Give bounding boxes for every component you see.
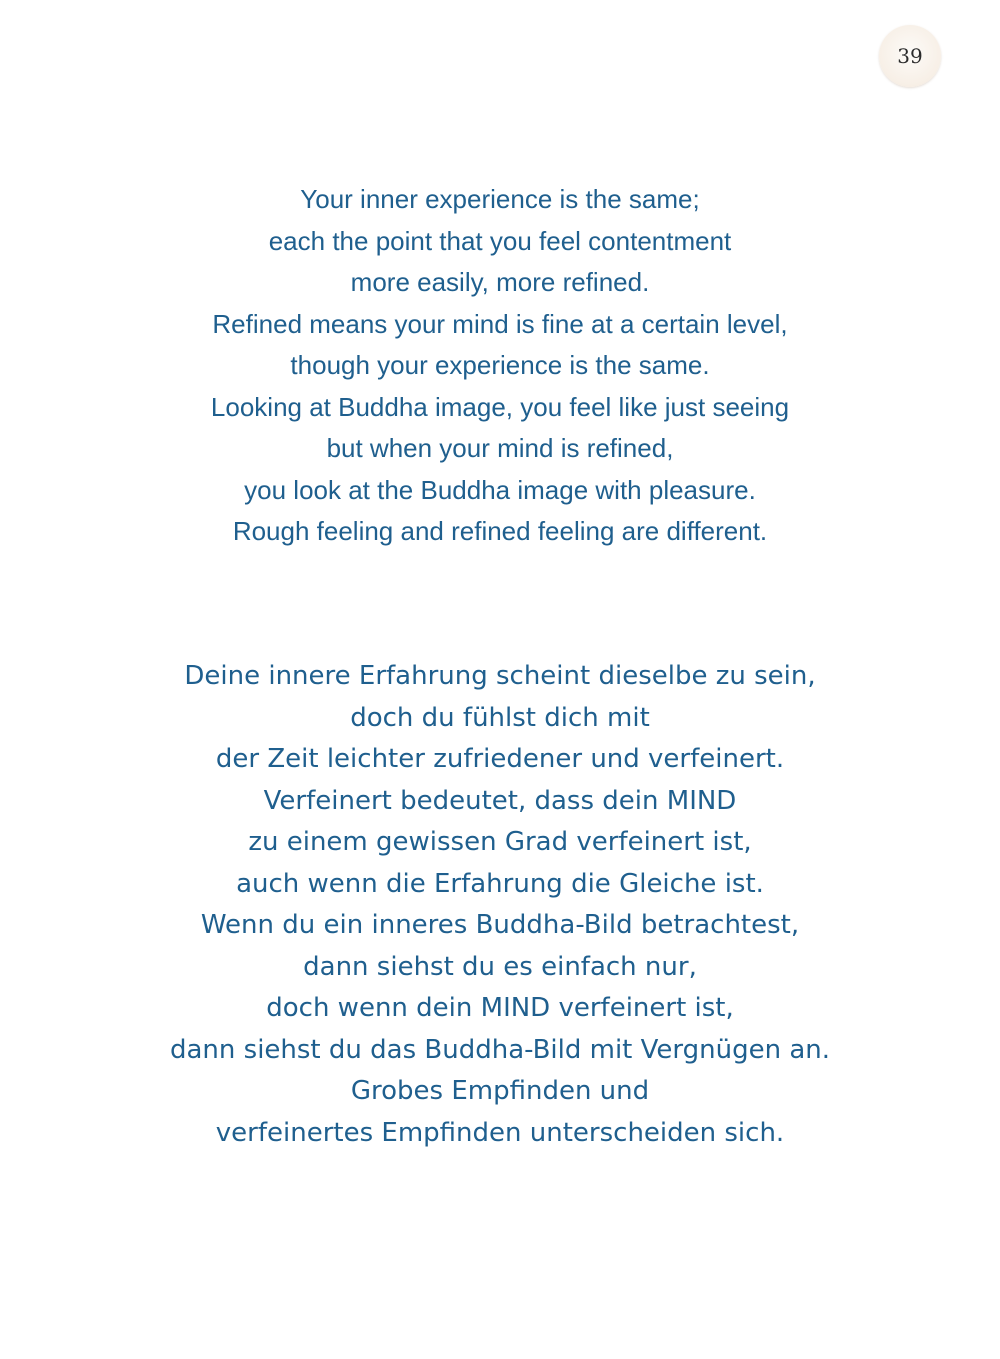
german-line: doch wenn dein MIND verfeinert ist,	[266, 993, 734, 1023]
german-line: dann siehst du es einfach nur,	[303, 951, 697, 982]
page-number: 39	[897, 44, 923, 68]
german-line: Wenn du ein inneres Buddha-Bild betrachtest,	[200, 910, 800, 940]
english-stanza	[0, 179, 1000, 553]
german-line: dann siehst du das Buddha-Bild mit Vergnügen an.	[169, 1034, 831, 1065]
english-line: but when your mind is refined,	[326, 433, 674, 463]
english-line: each the point that you feel contentment	[268, 225, 732, 256]
page-number-badge	[879, 25, 941, 87]
german-line: doch du fühlst dich mit	[350, 702, 650, 733]
german-line: auch wenn die Erfahrung die Gleiche ist.	[236, 868, 764, 899]
german-line: zu einem gewissen Grad verfeinert ist,	[248, 827, 752, 857]
english-line: more easily, more refined.	[350, 267, 650, 297]
english-line: you look at the Buddha image with pleasure.	[244, 474, 756, 505]
german-line: Grobes Empfinden und	[350, 1076, 650, 1106]
english-line: Your inner experience is the same;	[300, 184, 700, 214]
english-line: Refined means your mind is fine at a certain level,	[212, 308, 788, 339]
german-line: der Zeit leichter zufriedener und verfeinert.	[215, 744, 785, 774]
english-line: Rough feeling and refined feeling are different.	[232, 516, 768, 546]
english-line: though your experience is the same.	[290, 350, 710, 380]
english-line: Looking at Buddha image, you feel like just seeing	[210, 391, 790, 422]
german-line: Deine innere Erfahrung scheint dieselbe zu sein,	[184, 661, 816, 691]
german-line: Verfeinert bedeutet, dass dein MIND	[263, 785, 737, 816]
german-line: verfeinertes Empfinden unterscheiden sich.	[215, 1117, 785, 1148]
german-stanza	[0, 656, 1000, 1154]
